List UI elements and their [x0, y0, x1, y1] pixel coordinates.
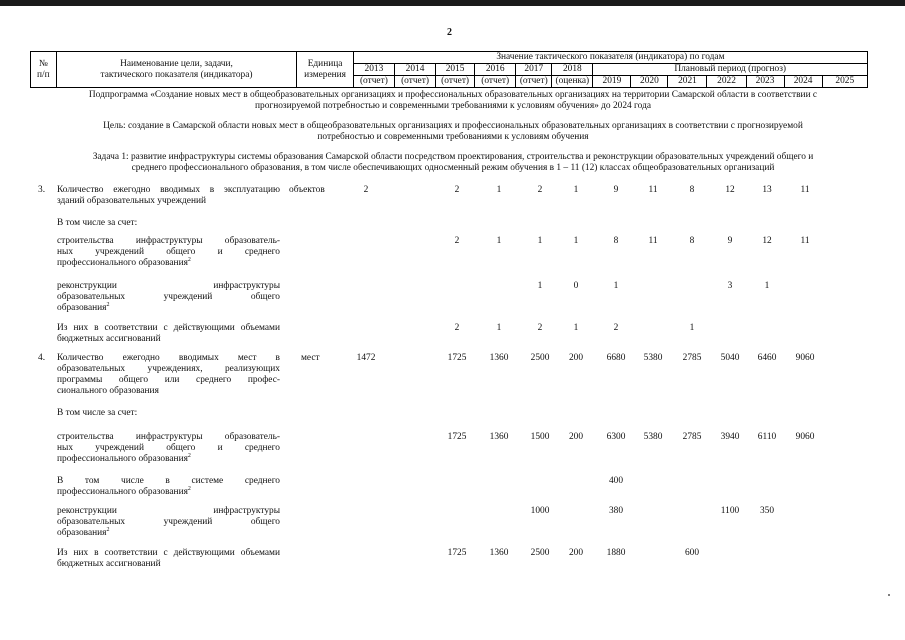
value-2019: 9	[613, 185, 619, 195]
indicator-label-line	[57, 185, 280, 196]
footnote-mark: 2	[187, 256, 191, 263]
value-2016: 1360	[489, 432, 509, 442]
task-line-2: среднего профессионального образования, в том числе обеспечивающих односменный режим обучения в 1 – 11 (12) классах общеобразовательных организаций	[131, 163, 775, 173]
header-name: Наименование цели, задачи, тактического показателя (индикатора)	[56, 52, 297, 88]
header-year-2018: 2018	[552, 64, 593, 76]
value-2019: 6680	[606, 353, 626, 363]
footnote-mark: 2	[106, 301, 110, 308]
indicator-label	[57, 323, 280, 345]
indicator-label-text: ных учреждений общего и среднего	[57, 247, 280, 257]
header-kind-2018: (оценка)	[552, 76, 593, 88]
value-2021: 2785	[682, 353, 702, 363]
value-2019: 2	[613, 323, 619, 333]
subprogram-line-2: прогнозируемой потребностью и современными требованиями к условиям обучения» до 2024 года	[254, 101, 652, 111]
indicator-header-table	[30, 51, 868, 88]
subprogram-line-1: Подпрограмма «Создание новых мест в общеобразовательных организациях и профессиональных образовательных организациях на территории Самарской области в соответствии с	[88, 90, 818, 100]
value-2019: 1880	[606, 548, 626, 558]
indicator-label-line	[57, 292, 280, 303]
indicator-label-line	[57, 432, 280, 443]
value-2015: 1725	[447, 432, 467, 442]
value-2024: 11	[800, 185, 810, 195]
scan-speck	[888, 594, 890, 596]
value-2022: 3	[727, 281, 733, 291]
value-2021: 8	[689, 236, 695, 246]
indicator-label	[57, 432, 280, 465]
indicator-label-text: профессионального образования	[57, 487, 188, 497]
row-unit: объектов	[289, 185, 325, 195]
indicator-label-line	[57, 548, 280, 559]
indicator-label-text: реконструкции инфраструктуры	[57, 281, 280, 291]
value-2016: 1	[496, 236, 502, 246]
indicator-label	[57, 185, 280, 207]
value-2017: 2500	[530, 353, 550, 363]
header-kind-2017: (отчет)	[516, 76, 552, 88]
value-2015: 1725	[447, 548, 467, 558]
header-year-2019: 2019	[593, 76, 631, 88]
value-2019: 1	[613, 281, 619, 291]
value-2020: 11	[648, 185, 658, 195]
indicator-label-line	[57, 334, 280, 345]
indicator-label-line	[57, 247, 280, 258]
value-2023: 6460	[757, 353, 777, 363]
value-2021: 8	[689, 185, 695, 195]
indicator-label-line	[57, 364, 280, 375]
indicator-label-line	[57, 476, 280, 487]
value-2021: 600	[684, 548, 700, 558]
indicator-label-line	[57, 487, 280, 498]
header-planned: Плановый период (прогноз)	[593, 64, 868, 76]
value-2019: 8	[613, 236, 619, 246]
value-2017: 2500	[530, 548, 550, 558]
value-2016: 1	[496, 185, 502, 195]
value-2016: 1360	[489, 548, 509, 558]
indicator-label-text: бюджетных ассигнований	[57, 334, 161, 344]
indicator-label-line	[57, 408, 280, 419]
indicator-label-text: Количество ежегодно вводимых мест в	[57, 353, 280, 363]
indicator-label-line	[57, 258, 280, 269]
indicator-label-text: В том числе за счет:	[57, 408, 138, 418]
header-year-2023: 2023	[746, 76, 784, 88]
header-unit: Единица измерения	[297, 52, 354, 88]
value-2019: 380	[608, 506, 624, 516]
indicator-label-line	[57, 528, 280, 539]
row-number: 3.	[38, 185, 46, 195]
indicator-label-line	[57, 454, 280, 465]
value-2023: 1	[764, 281, 770, 291]
indicator-label-text: реконструкции инфраструктуры	[57, 506, 280, 516]
value-2020: 5380	[643, 432, 663, 442]
indicator-label-line	[57, 443, 280, 454]
indicator-label-text: строительства инфраструктуры образователь-	[57, 432, 280, 442]
indicator-label-line	[57, 375, 280, 386]
value-2021: 2785	[682, 432, 702, 442]
value-2024: 9060	[795, 432, 815, 442]
header-kind-2015: (отчет)	[436, 76, 475, 88]
value-2021: 1	[689, 323, 695, 333]
header-year-2020: 2020	[631, 76, 668, 88]
header-year-2016: 2016	[475, 64, 516, 76]
header-kind-2013: (отчет)	[353, 76, 394, 88]
header-year-2021: 2021	[668, 76, 707, 88]
indicator-label-text: Количество ежегодно вводимых в эксплуатацию	[57, 185, 280, 195]
value-2018: 0	[573, 281, 579, 291]
indicator-label-text: ных учреждений общего и среднего	[57, 443, 280, 453]
value-2018: 200	[568, 353, 584, 363]
header-year-2025: 2025	[822, 76, 867, 88]
page-number: 2	[447, 27, 452, 38]
indicator-label-text: профессионального образования	[57, 454, 188, 464]
value-2024: 9060	[795, 353, 815, 363]
indicator-label	[57, 506, 280, 539]
indicator-label-text: образовательных учреждениях, реализующих	[57, 364, 280, 374]
indicator-label-text: зданий образовательных учреждений	[57, 196, 206, 206]
value-2018: 1	[573, 185, 579, 195]
indicator-label-line	[57, 517, 280, 528]
header-year-2017: 2017	[516, 64, 552, 76]
task-line-1: Задача 1: развитие инфраструктуры системы образования Самарской области посредством проектирования, строительства и реконструкции образовательных учреждений общего и	[92, 152, 814, 162]
value-2019: 400	[608, 476, 624, 486]
indicator-label-text: строительства инфраструктуры образователь-	[57, 236, 280, 246]
indicator-label	[57, 218, 280, 229]
indicator-label-line	[57, 196, 280, 207]
value-2022: 12	[725, 185, 735, 195]
value-2015: 2	[454, 236, 460, 246]
row-number: 4.	[38, 353, 46, 363]
indicator-label-line	[57, 218, 280, 229]
indicator-label-text: образования	[57, 303, 107, 313]
indicator-label-text: образования	[57, 528, 107, 538]
indicator-label-line	[57, 353, 280, 364]
indicator-label-line	[57, 559, 280, 570]
footnote-mark: 2	[187, 452, 191, 459]
header-year-2013: 2013	[353, 64, 394, 76]
value-2015: 1725	[447, 353, 467, 363]
value-2018: 200	[568, 548, 584, 558]
value-2017: 2	[537, 185, 543, 195]
value-2017: 2	[537, 323, 543, 333]
value-2016: 1360	[489, 353, 509, 363]
row-unit: мест	[301, 353, 320, 363]
indicator-label-text: сионального образования	[57, 386, 159, 396]
value-2023: 6110	[757, 432, 777, 442]
value-2015: 2	[454, 323, 460, 333]
indicator-label-text: Из них в соответствии с действующими объемами	[57, 548, 280, 558]
goal-line-1: Цель: создание в Самарской области новых мест в общеобразовательных организациях и профессиональных образовательных организациях в соответствии с прогнозируемой	[103, 121, 803, 131]
indicator-label-text: профессионального образования	[57, 258, 188, 268]
indicator-label-text: образовательных учреждений общего	[57, 292, 280, 302]
header-kind-2016: (отчет)	[475, 76, 516, 88]
value-2018: 1	[573, 323, 579, 333]
value-2022: 9	[727, 236, 733, 246]
indicator-label-text: бюджетных ассигнований	[57, 559, 161, 569]
header-year-2014: 2014	[394, 64, 435, 76]
indicator-label	[57, 281, 280, 314]
value-2013: 1472	[356, 353, 376, 363]
header-year-2022: 2022	[707, 76, 746, 88]
value-2019: 6300	[606, 432, 626, 442]
value-2016: 1	[496, 323, 502, 333]
value-2020: 11	[648, 236, 658, 246]
indicator-label-text: В том числе в системе среднего	[57, 476, 280, 486]
indicator-label-line	[57, 303, 280, 314]
header-no: № п/п	[31, 52, 57, 88]
value-2022: 1100	[720, 506, 740, 516]
header-kind-2014: (отчет)	[394, 76, 435, 88]
indicator-label-text: В том числе за счет:	[57, 218, 138, 228]
indicator-label	[57, 476, 280, 498]
value-2017: 1	[537, 281, 543, 291]
value-2023: 13	[762, 185, 772, 195]
footnote-mark: 2	[187, 485, 191, 492]
indicator-label-line	[57, 281, 280, 292]
value-2018: 200	[568, 432, 584, 442]
value-2017: 1500	[530, 432, 550, 442]
value-2020: 5380	[643, 353, 663, 363]
goal-line-2: потребностью и современными требованиями к условиям обучения	[317, 132, 589, 142]
indicator-label	[57, 408, 280, 419]
header-year-2015: 2015	[436, 64, 475, 76]
indicator-label-line	[57, 236, 280, 247]
indicator-label	[57, 353, 280, 397]
value-2023: 12	[762, 236, 772, 246]
value-2022: 5040	[720, 353, 740, 363]
value-2015: 2	[454, 185, 460, 195]
value-2022: 3940	[720, 432, 740, 442]
indicator-label-text: программы общего или среднего профес-	[57, 375, 280, 385]
indicator-label	[57, 236, 280, 269]
footnote-mark: 2	[106, 526, 110, 533]
value-2013: 2	[363, 185, 369, 195]
value-2024: 11	[800, 236, 810, 246]
scan-top-border	[0, 0, 905, 6]
indicator-label	[57, 548, 280, 570]
indicator-label-text: образовательных учреждений общего	[57, 517, 280, 527]
indicator-label-line	[57, 506, 280, 517]
indicator-label-line	[57, 323, 280, 334]
value-2017: 1000	[530, 506, 550, 516]
header-year-2024: 2024	[784, 76, 822, 88]
indicator-label-text: Из них в соответствии с действующими объемами	[57, 323, 280, 333]
header-group-title: Значение тактического показателя (индикатора) по годам	[353, 52, 867, 64]
value-2023: 350	[759, 506, 775, 516]
indicator-label-line	[57, 386, 280, 397]
value-2018: 1	[573, 236, 579, 246]
value-2017: 1	[537, 236, 543, 246]
